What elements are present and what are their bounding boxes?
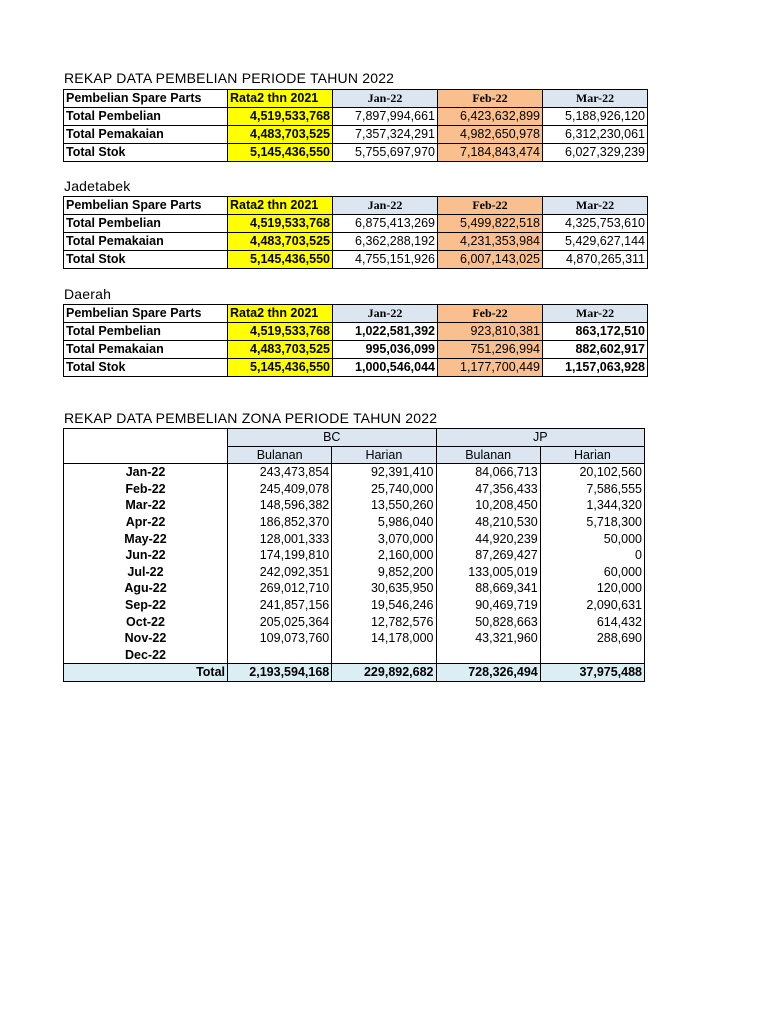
month-label: Jun-22 (64, 547, 228, 564)
cell-jp-harian (540, 647, 644, 664)
month-label: Feb-22 (64, 481, 228, 498)
month-label: Nov-22 (64, 630, 228, 647)
cell-jp-bulanan: 50,828,663 (436, 614, 540, 631)
cell-mar: 5,429,627,144 (543, 233, 648, 251)
header-jan: Jan-22 (333, 305, 438, 323)
cell-feb: 923,810,381 (438, 323, 543, 341)
total-jp-harian: 37,975,488 (540, 664, 644, 682)
cell-avg: 5,145,436,550 (228, 144, 333, 162)
table-row (64, 614, 645, 631)
table-row (64, 323, 648, 341)
cell-mar: 863,172,510 (543, 323, 648, 341)
table-row (64, 497, 645, 514)
row-label: Total Pembelian (64, 108, 228, 126)
cell-jp-harian: 2,090,631 (540, 597, 644, 614)
cell-bc-harian: 30,635,950 (332, 580, 436, 597)
month-label: Apr-22 (64, 514, 228, 531)
table-row (64, 251, 648, 269)
sub-jp-bulanan: Bulanan (436, 446, 540, 464)
cell-mar: 6,027,329,239 (543, 144, 648, 162)
cell-jan: 1,022,581,392 (333, 323, 438, 341)
cell-jan: 1,000,546,044 (333, 359, 438, 377)
row-label: Total Pembelian (64, 323, 228, 341)
table-row (64, 144, 648, 162)
cell-bc-harian: 13,550,260 (332, 497, 436, 514)
cell-jp-bulanan: 43,321,960 (436, 630, 540, 647)
total-bc-harian: 229,892,682 (332, 664, 436, 682)
group-header-row (64, 429, 645, 447)
header-label: Pembelian Spare Parts (64, 90, 228, 108)
table-header-row (64, 197, 648, 215)
cell-bc-bulanan: 205,025,364 (228, 614, 332, 631)
table-row (64, 464, 645, 481)
table-row (64, 341, 648, 359)
cell-feb: 751,296,994 (438, 341, 543, 359)
section2-title: Jadetabek (64, 178, 131, 194)
row-label: Total Pemakaian (64, 341, 228, 359)
group-bc: BC (228, 429, 437, 447)
cell-jp-bulanan: 90,469,719 (436, 597, 540, 614)
cell-bc-harian: 19,546,246 (332, 597, 436, 614)
group-jp: JP (436, 429, 645, 447)
header-feb: Feb-22 (438, 305, 543, 323)
month-label: Jan-22 (64, 464, 228, 481)
cell-jp-harian: 60,000 (540, 564, 644, 581)
zona-table (63, 428, 645, 682)
header-mar: Mar-22 (543, 305, 648, 323)
cell-jp-bulanan: 47,356,433 (436, 481, 540, 498)
cell-jp-bulanan: 10,208,450 (436, 497, 540, 514)
table-row (64, 233, 648, 251)
sub-bc-harian: Harian (332, 446, 436, 464)
cell-jp-harian: 7,586,555 (540, 481, 644, 498)
month-label: Jul-22 (64, 564, 228, 581)
cell-bc-bulanan: 241,857,156 (228, 597, 332, 614)
cell-jp-bulanan: 48,210,530 (436, 514, 540, 531)
cell-jan: 6,875,413,269 (333, 215, 438, 233)
cell-bc-harian: 2,160,000 (332, 547, 436, 564)
row-label: Total Stok (64, 144, 228, 162)
month-label: Agu-22 (64, 580, 228, 597)
table-row (64, 481, 645, 498)
cell-bc-harian: 14,178,000 (332, 630, 436, 647)
cell-bc-bulanan: 269,012,710 (228, 580, 332, 597)
cell-jan: 5,755,697,970 (333, 144, 438, 162)
table-row (64, 215, 648, 233)
header-mar: Mar-22 (543, 90, 648, 108)
cell-jan: 995,036,099 (333, 341, 438, 359)
cell-jp-bulanan: 84,066,713 (436, 464, 540, 481)
cell-jp-harian: 5,718,300 (540, 514, 644, 531)
cell-bc-bulanan: 174,199,810 (228, 547, 332, 564)
section1-title: REKAP DATA PEMBELIAN PERIODE TAHUN 2022 (64, 70, 395, 86)
cell-avg: 4,519,533,768 (228, 215, 333, 233)
table-row (64, 647, 645, 664)
cell-jp-bulanan: 88,669,341 (436, 580, 540, 597)
cell-mar: 4,870,265,311 (543, 251, 648, 269)
total-row (64, 664, 645, 682)
table-row (64, 108, 648, 126)
cell-avg: 4,483,703,525 (228, 341, 333, 359)
cell-jp-harian: 1,344,320 (540, 497, 644, 514)
header-avg-2021: Rata2 thn 2021 (228, 90, 333, 108)
section3-title: Daerah (64, 286, 112, 302)
cell-avg: 4,483,703,525 (228, 233, 333, 251)
cell-jan: 6,362,288,192 (333, 233, 438, 251)
cell-bc-harian: 5,986,040 (332, 514, 436, 531)
cell-bc-bulanan: 245,409,078 (228, 481, 332, 498)
table-row (64, 531, 645, 548)
zona-title: REKAP DATA PEMBELIAN ZONA PERIODE TAHUN 2022 (64, 410, 438, 426)
cell-feb: 4,982,650,978 (438, 126, 543, 144)
table-row (64, 597, 645, 614)
cell-feb: 4,231,353,984 (438, 233, 543, 251)
table-row (64, 564, 645, 581)
header-avg-2021: Rata2 thn 2021 (228, 197, 333, 215)
cell-jan: 7,357,324,291 (333, 126, 438, 144)
cell-bc-bulanan: 109,073,760 (228, 630, 332, 647)
row-label: Total Stok (64, 359, 228, 377)
cell-bc-bulanan: 128,001,333 (228, 531, 332, 548)
header-feb: Feb-22 (438, 90, 543, 108)
cell-bc-bulanan: 186,852,370 (228, 514, 332, 531)
cell-jan: 4,755,151,926 (333, 251, 438, 269)
cell-avg: 4,519,533,768 (228, 108, 333, 126)
table-header-row (64, 90, 648, 108)
cell-feb: 6,007,143,025 (438, 251, 543, 269)
cell-jp-harian: 120,000 (540, 580, 644, 597)
cell-jp-bulanan: 133,005,019 (436, 564, 540, 581)
cell-mar: 1,157,063,928 (543, 359, 648, 377)
header-label: Pembelian Spare Parts (64, 197, 228, 215)
month-label: Sep-22 (64, 597, 228, 614)
header-jan: Jan-22 (333, 90, 438, 108)
table-header-row (64, 305, 648, 323)
cell-bc-bulanan: 243,473,854 (228, 464, 332, 481)
cell-bc-bulanan: 148,596,382 (228, 497, 332, 514)
cell-avg: 4,519,533,768 (228, 323, 333, 341)
cell-jan: 7,897,994,661 (333, 108, 438, 126)
cell-mar: 4,325,753,610 (543, 215, 648, 233)
month-label: Mar-22 (64, 497, 228, 514)
cell-bc-harian: 25,740,000 (332, 481, 436, 498)
month-label: Oct-22 (64, 614, 228, 631)
cell-mar: 882,602,917 (543, 341, 648, 359)
row-label: Total Stok (64, 251, 228, 269)
cell-feb: 6,423,632,899 (438, 108, 543, 126)
cell-jp-harian: 0 (540, 547, 644, 564)
header-label: Pembelian Spare Parts (64, 305, 228, 323)
cell-jp-bulanan: 87,269,427 (436, 547, 540, 564)
cell-bc-harian: 3,070,000 (332, 531, 436, 548)
table-row (64, 630, 645, 647)
cell-avg: 5,145,436,550 (228, 251, 333, 269)
header-feb: Feb-22 (438, 197, 543, 215)
cell-jp-harian: 50,000 (540, 531, 644, 548)
cell-jp-bulanan (436, 647, 540, 664)
sub-jp-harian: Harian (540, 446, 644, 464)
cell-avg: 4,483,703,525 (228, 126, 333, 144)
cell-jp-harian: 614,432 (540, 614, 644, 631)
header-avg-2021: Rata2 thn 2021 (228, 305, 333, 323)
header-mar: Mar-22 (543, 197, 648, 215)
cell-feb: 1,177,700,449 (438, 359, 543, 377)
cell-jp-harian: 20,102,560 (540, 464, 644, 481)
cell-mar: 6,312,230,061 (543, 126, 648, 144)
cell-feb: 7,184,843,474 (438, 144, 543, 162)
sub-bc-bulanan: Bulanan (228, 446, 332, 464)
cell-jp-bulanan: 44,920,239 (436, 531, 540, 548)
cell-mar: 5,188,926,120 (543, 108, 648, 126)
table-row (64, 547, 645, 564)
month-label: Dec-22 (64, 647, 228, 664)
month-label: May-22 (64, 531, 228, 548)
total-bc-bulanan: 2,193,594,168 (228, 664, 332, 682)
row-label: Total Pembelian (64, 215, 228, 233)
summary-table (63, 89, 648, 162)
total-label: Total (64, 664, 228, 682)
cell-jp-harian: 288,690 (540, 630, 644, 647)
row-label: Total Pemakaian (64, 233, 228, 251)
cell-bc-bulanan: 242,092,351 (228, 564, 332, 581)
daerah-table (63, 304, 648, 377)
cell-bc-harian (332, 647, 436, 664)
cell-bc-bulanan (228, 647, 332, 664)
total-jp-bulanan: 728,326,494 (436, 664, 540, 682)
table-row (64, 126, 648, 144)
jadetabek-table (63, 196, 648, 269)
table-row (64, 514, 645, 531)
cell-bc-harian: 9,852,200 (332, 564, 436, 581)
cell-bc-harian: 12,782,576 (332, 614, 436, 631)
table-row (64, 359, 648, 377)
cell-feb: 5,499,822,518 (438, 215, 543, 233)
cell-avg: 5,145,436,550 (228, 359, 333, 377)
row-label: Total Pemakaian (64, 126, 228, 144)
corner-cell (64, 429, 228, 464)
header-jan: Jan-22 (333, 197, 438, 215)
table-row (64, 580, 645, 597)
cell-bc-harian: 92,391,410 (332, 464, 436, 481)
